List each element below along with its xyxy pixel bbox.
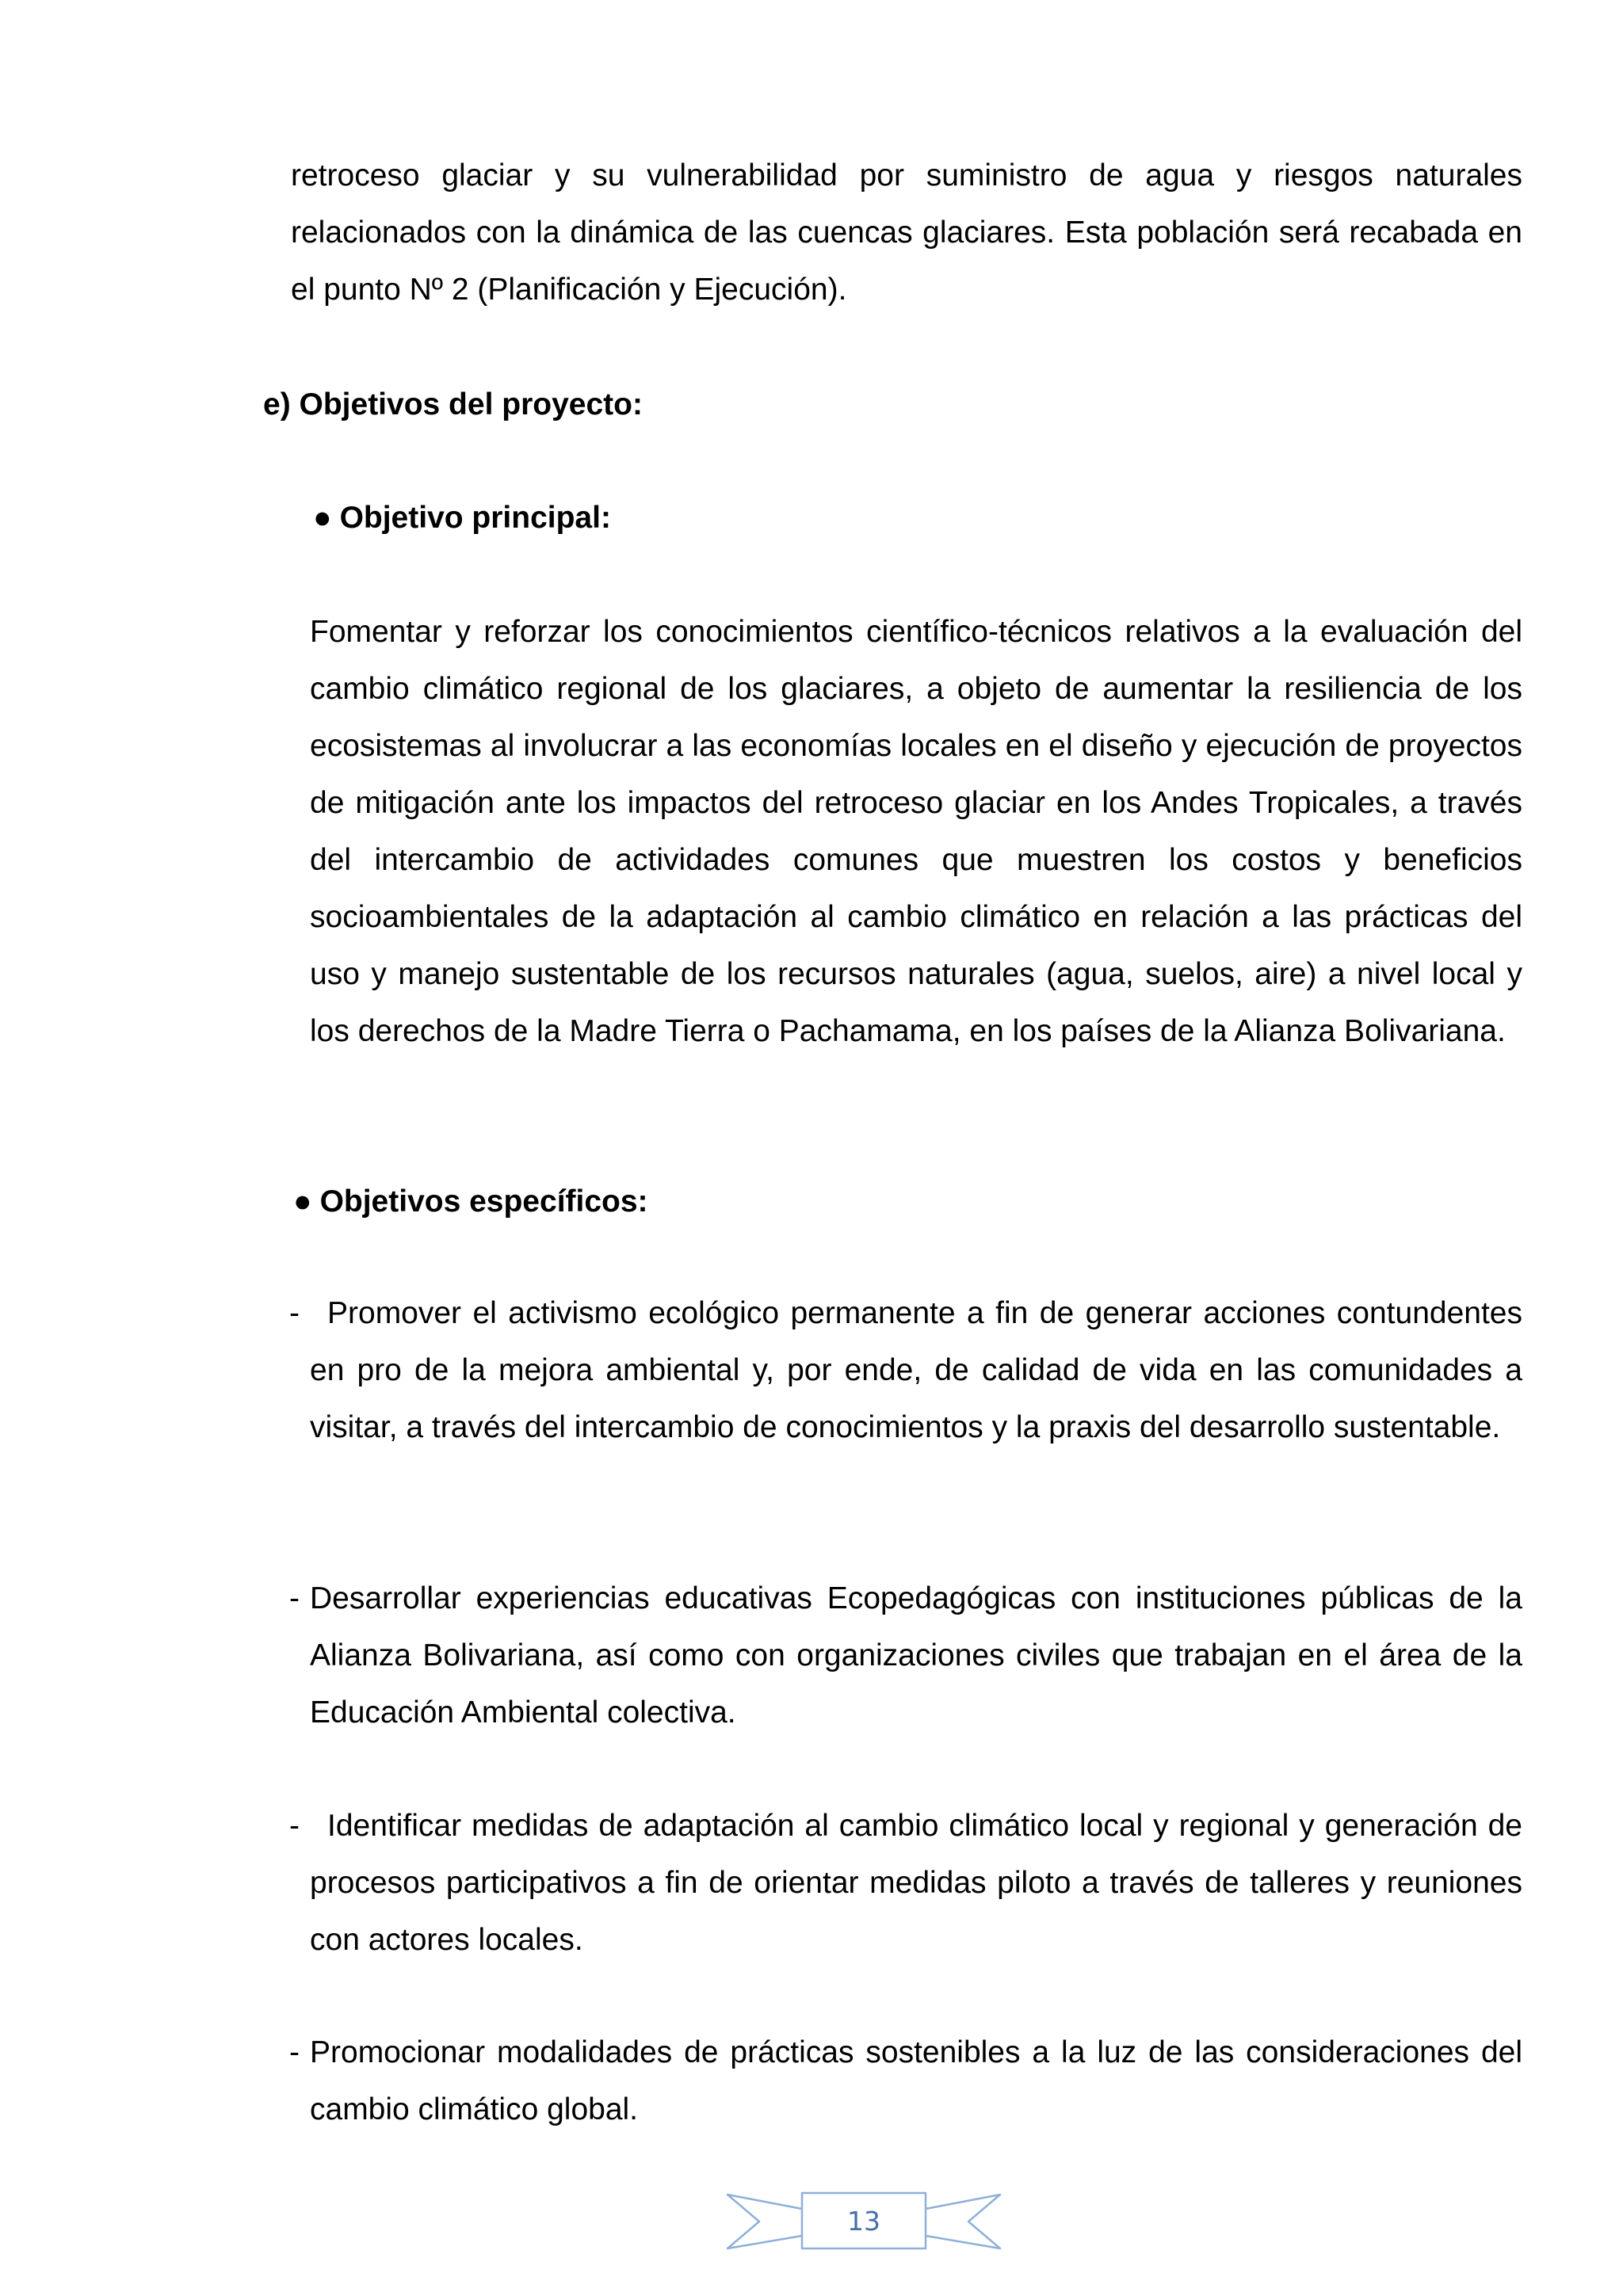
list-item (289, 1570, 1522, 1741)
page-footer (713, 2187, 1014, 2282)
section-heading: e) Objetivos del proyecto: (263, 387, 643, 421)
dash-marker: - (289, 1296, 300, 1330)
main-objective-title: Objetivo principal: (339, 501, 611, 535)
bullet-icon: ● (293, 1184, 312, 1219)
list-item (289, 1285, 1522, 1456)
specific-objectives-title: Objetivos específicos: (319, 1184, 648, 1219)
page-number: 13 (847, 2205, 880, 2237)
main-objective-heading (313, 490, 611, 547)
bullet-icon: ● (313, 501, 332, 535)
dash-marker: - (289, 2035, 300, 2069)
list-item-text: Identificar medidas de adaptación al cambio climático local y regional y generación de procesos participativos a fin de orientar medidas piloto a través de talleres y reuniones con actores locales. (310, 1809, 1522, 1957)
list-item-text: Desarrollar experiencias educativas Ecopedagógicas con instituciones públicas de la Alianza Bolivariana, así como con organizaciones civiles que trabajan en el área de la Educación Ambiental colectiva. (310, 1581, 1522, 1730)
list-item (289, 2024, 1522, 2138)
list-item (289, 1798, 1522, 1969)
main-objective-text: Fomentar y reforzar los conocimientos científico-técnicos relativos a la evaluación del cambio climático regional de los glaciares, a objeto de aumentar la resiliencia de los ecosistemas al involucrar a las economías locales en el diseño y ejecución de proyectos de mitigación ante los impactos del retroceso glaciar en los Andes Tropicales, a través del intercambio de actividades comunes que muestren los costos y beneficios socioambientales de la adaptación al cambio climático en relación a las prácticas del uso y manejo sustentable de los recursos naturales (agua, suelos, aire) a nivel local y los derechos de la Madre Tierra o Pachamama, en los países de la Alianza Bolivariana. (310, 615, 1522, 1048)
dash-marker: - (289, 1809, 300, 1843)
list-item-text: Promover el activismo ecológico permanente a fin de generar acciones contundentes en pro de la mejora ambiental y, por ende, de calidad de vida en las comunidades a visitar, a través del intercambio de conocimientos y la praxis del desarrollo sustentable. (310, 1296, 1522, 1444)
list-item-text: Promocionar modalidades de prácticas sostenibles a la luz de las consideraciones del cambio climático global. (310, 2035, 1522, 2126)
dash-marker: - (289, 1581, 300, 1615)
specific-objectives-heading (293, 1173, 648, 1230)
intro-paragraph: retroceso glaciar y su vulnerabilidad por suministro de agua y riesgos naturales relacionados con la dinámica de las cuencas glaciares. Esta población será recabada en el punto Nº 2 (Planificación y Ejecución). (291, 158, 1522, 307)
